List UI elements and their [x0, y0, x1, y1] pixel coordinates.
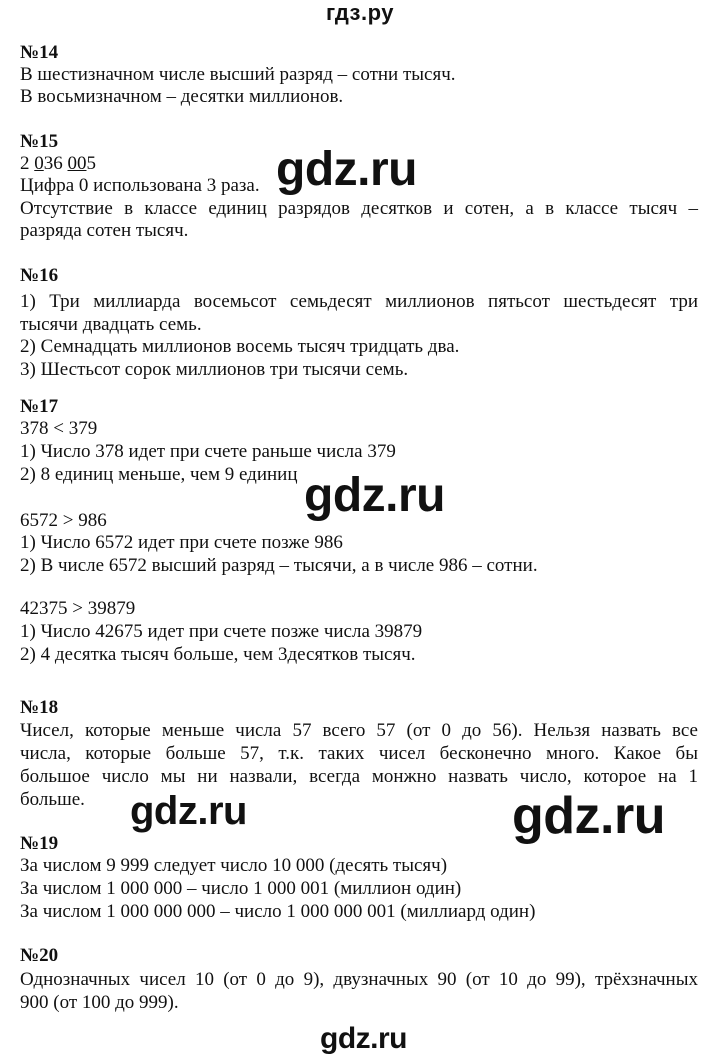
section-17-line: 2) В числе 6572 высший разряд – тысячи, а в числе 986 – сотни. [20, 555, 538, 576]
section-16-line: 1) Три миллиарда восемьсот семьдесят миллионов пятьсот шестьдесят три [20, 291, 698, 312]
watermark-logo: gdz.ru [304, 469, 445, 522]
section-16-line: 2) Семнадцать миллионов восемь тысяч тридцать два. [20, 336, 460, 357]
section-16-title: №16 [20, 265, 59, 286]
section-17-line: 1) Число 42675 идет при счете позже числа 39879 [20, 621, 423, 642]
section-17-title: №17 [20, 396, 59, 417]
number-part: 36 [43, 153, 68, 174]
section-19-title: №19 [20, 833, 59, 854]
section-19-line: За числом 1 000 000 000 – число 1 000 000 001 (миллиард один) [20, 901, 536, 922]
watermark-logo: gdz.ru [130, 789, 247, 833]
watermark-logo: gdz.ru [320, 1022, 407, 1055]
section-20-line: 900 (от 100 до 999). [20, 992, 179, 1013]
section-18-line: Чисел, которые меньше числа 57 всего 57 (от 0 до 56). Нельзя назвать все [20, 720, 698, 741]
section-15-line: Отсутствие в классе единиц разрядов десятков и сотен, а в классе тысяч – [20, 198, 698, 219]
section-16-line: тысячи двадцать семь. [20, 314, 202, 335]
section-18-line: числа, которые больше 57, т.к. таких чисел бесконечно много. Какое бы [20, 743, 698, 764]
section-20-line: Однозначных чисел 10 (от 0 до 9), двузначных 90 (от 10 до 99), трёхзначных [20, 969, 698, 990]
section-14-line: В восьмизначном – десятки миллионов. [20, 86, 344, 107]
section-17-line: 2) 8 единиц меньше, чем 9 единиц [20, 464, 298, 485]
section-19-line: За числом 9 999 следует число 10 000 (десять тысяч) [20, 855, 448, 876]
section-17-line: 42375 > 39879 [20, 598, 136, 619]
section-17-line: 6572 > 986 [20, 510, 107, 531]
number-part-underlined: 0 [34, 153, 44, 174]
section-14-line: В шестизначном числе высший разряд – сотни тысяч. [20, 64, 456, 85]
section-17-line: 1) Число 6572 идет при счете позже 986 [20, 532, 343, 553]
number-part: 5 [86, 153, 96, 174]
section-17-line: 1) Число 378 идет при счете раньше числа 379 [20, 441, 396, 462]
section-18-title: №18 [20, 697, 59, 718]
section-19-line: За числом 1 000 000 – число 1 000 001 (миллион один) [20, 878, 462, 899]
section-16-line: 3) Шестьсот сорок миллионов три тысячи семь. [20, 359, 409, 380]
section-17-line: 378 < 379 [20, 418, 98, 439]
watermark-logo: gdz.ru [512, 787, 665, 845]
watermark-logo: gdz.ru [276, 143, 417, 196]
section-20-title: №20 [20, 945, 59, 966]
section-15-line: разряда сотен тысяч. [20, 220, 189, 241]
section-18-line: больше. [20, 789, 85, 810]
section-14-title: №14 [20, 42, 59, 63]
site-header: гдз.ру [326, 0, 394, 25]
number-part-underlined: 00 [67, 153, 87, 174]
number-part: 2 [20, 153, 35, 174]
section-17-line: 2) 4 десятка тысяч больше, чем 3десятков тысяч. [20, 644, 416, 665]
section-18-line: большое число мы ни назвали, всегда монжно назвать число, которое на 1 [20, 766, 698, 787]
section-15-line: Цифра 0 использована 3 раза. [20, 175, 260, 196]
section-15-title: №15 [20, 131, 59, 152]
